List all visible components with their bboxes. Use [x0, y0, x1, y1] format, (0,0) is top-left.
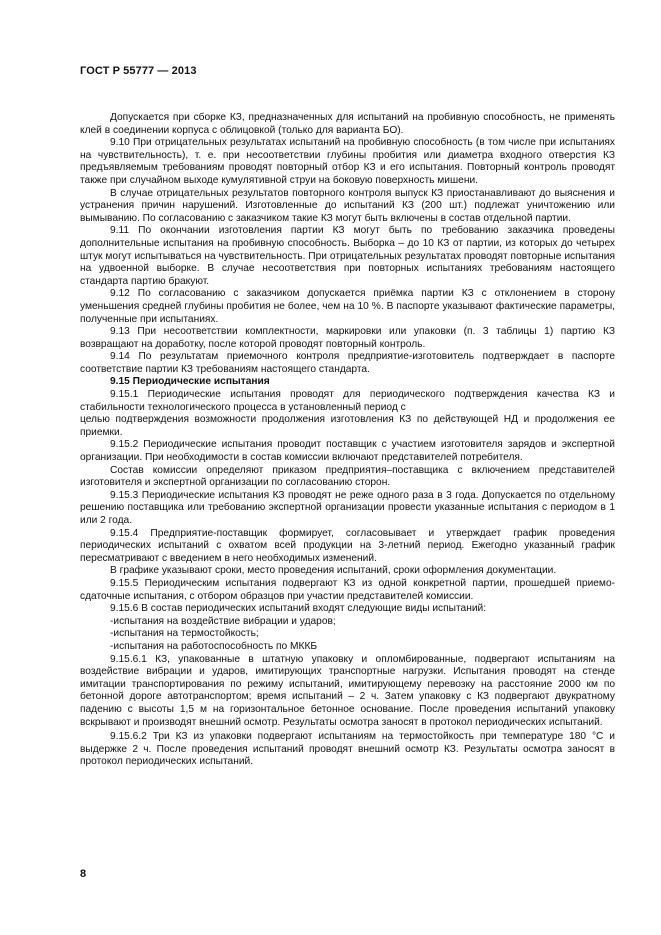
paragraph: 9.15.6.2 Три КЗ из упаковки подвергают испытаниям на термостойкость при температуре 180 °С и выдержке 2 ч. После проведения испытаний проводят внешний осмотр КЗ. Результаты осмотра заносят в протокол периодических испытаний. [80, 731, 615, 768]
paragraph: 9.15.5 Периодическим испытания подвергают КЗ из одной конкретной партии, прошедшей приемо-сдаточные испытания, с отбором образцов при участии представителей комиссии. [80, 577, 615, 602]
paragraph: Допускается при сборке КЗ, предназначенных для испытаний на пробивную способность, не применять клей в соединении корпуса с облицовкой (только для варианта БО). [80, 112, 615, 136]
list-item: -испытания на воздействие вибрации и ударов; [110, 615, 336, 627]
list-item: -испытания на работоспособность по МККБ [110, 640, 318, 652]
paragraph: 9.12 По согласованию с заказчиком допускается приёмка партии КЗ с отклонением в сторону уменьшения средней глубины пробития не более, чем на 10 %. В паспорте указывают фактические параметры, полученные при испытаниях. [80, 288, 615, 325]
paragraph: 9.14 По результатам приемочного контроля предприятие-изготовитель подтверждает в паспорте соответствие партии КЗ требованиям настоящего стандарта. [80, 351, 615, 375]
paragraph: Состав комиссии определяют приказом предприятия–поставщика с включением представителей изготовителя и экспертной организации по согласованию сторон. [80, 464, 615, 489]
paragraph: 9.15.6 В состав периодических испытаний входят следующие виды испытаний: [110, 603, 487, 615]
paragraph: 9.15.3 Периодические испытания КЗ проводят не реже одного раза в 3 года. Допускается по отдельному решению поставщика или требованию экспертной организации провести указанные испытания с периодом в 1 или 2 года. [80, 489, 615, 526]
paragraph: 9.15.6.1 КЗ, упакованные в штатную упаковку и опломбированные, подвергают испытаниям на воздействие вибрации и ударов, имитирующих транспортные нагрузки. Испытания проводят на стенде имитации транспортирования по режиму испытаний, имитирующему перевозку на расстояние 2000 км по бетонной дороге автотранспортом; время испытаний – 2 ч. Затем упаковку с КЗ подвергают двукратному падению с высоты 1,5 м на горизонтальное бетонное основание. После проведения испытаний упаковку вскрывают и производят внешний осмотр. Результаты осмотра заносят в протокол периодических испытаний. [80, 653, 615, 728]
paragraph: целью подтверждения возможности продолжения изготовления КЗ по действующей НД и продолжения ее приемки. [80, 414, 615, 438]
paragraph: 9.15.1 Периодические испытания проводят для периодического подтверждения качества КЗ и стабильности технологического процесса в установленный период с [80, 389, 615, 413]
document-body [80, 112, 615, 769]
page-number: 8 [80, 868, 87, 880]
paragraph: 9.15.4 Предприятие-поставщик формирует, согласовывает и утверждает график проведения периодических испытаний с охватом всей продукции на 3-летний период. Ежегодно указанный график пересматривают с введением в него необходимых изменений. [80, 527, 615, 564]
paragraph: 9.15.2 Периодические испытания проводит поставщик с участием изготовителя зарядов и экспертной организации. При необходимости в состав комиссии включают представителей потребителя. [80, 439, 615, 464]
list-item: -испытания на термостойкость; [110, 628, 259, 640]
paragraph: 9.13 При несоответствии комплектности, маркировки или упаковки (п. 3 таблицы 1) партию КЗ возвращают на доработку, после которой проводят повторный контроль. [80, 326, 615, 350]
document-header: ГОСТ Р 55777 — 2013 [80, 65, 197, 77]
paragraph: 9.10 При отрицательных результатах испытаний на пробивную способность (в том числе при испытаниях на чувствительность), т. е. при несоответствии глубины пробития или диаметра входного отверстия КЗ предъявляемым требованиям проводят повторный отбор КЗ и его испытания. Повторный контроль проводят также при случайном выходе кумулятивной струи на боковую поверхность мишени. [80, 137, 615, 186]
paragraph: В графике указывают сроки, место проведения испытаний, сроки оформления документации. [110, 565, 557, 577]
paragraph: В случае отрицательных результатов повторного контроля выпуск КЗ приостанавливают до выяснения и устранения причин нарушений. Изготовленные до испытаний КЗ (200 шт.) подлежат уничтожению или вымыванию. По согласованию с заказчиком такие КЗ могут быть включены в состав отдельной партии. [80, 187, 615, 224]
paragraph: 9.11 По окончании изготовления партии КЗ могут быть по требованию заказчика проведены дополнительные испытания на пробивную способность. Выборка – до 10 КЗ от партии, из которых до четырех штук могут испытываться на чувствительность. При отрицательных результатах проводят повторные испытания на удвоенной выборке. В случае несоответствия при повторных испытаниях требованиям настоящего стандарта партию бракуют. [80, 225, 615, 287]
section-heading: 9.15 Периодические испытания [110, 376, 270, 388]
